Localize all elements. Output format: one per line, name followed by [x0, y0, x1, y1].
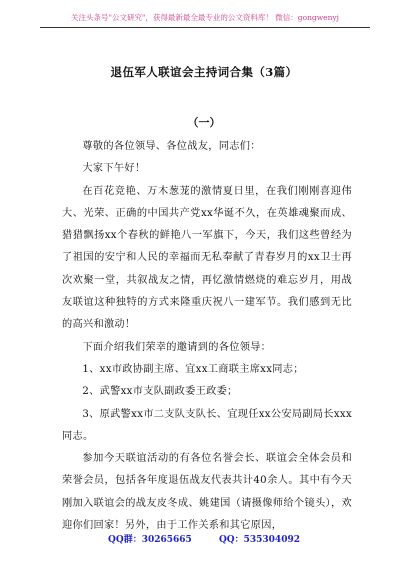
guest-list-item: 3、原武警xx市二支队支队长、宜现任xx公安局副局长xxx同志。 [62, 408, 352, 442]
header-banner: 关注头条号"公文研究"，获得最新最全最专业的公文资料库！ 微信：gongwenyj [40, 12, 370, 28]
qq-number: QQ：535304092 [218, 535, 300, 545]
guest-list-item: 2、武警xx市支队副政委王政委； [82, 386, 238, 398]
document-title: 退伍军人联谊会主持词合集（3篇） [110, 65, 298, 79]
salutation-paragraph: 尊敬的各位领导、各位战友，同志们： [82, 141, 261, 152]
qq-group-number: QQ群：30265665 [108, 535, 192, 545]
attendees-paragraph: 参加今天联谊活动的有各位名誉会长、联谊会全体会员和荣誉会员，包括各年度退伍战友代表共计40余人。其中有今天刚加入联谊会的战友皮冬成、姚建国（请摄像师给个镜头），欢迎你们回家！另外，由于工作关系和其它原因， [62, 453, 352, 532]
introduction-paragraph: 下面介绍我们荣幸的邀请到的各位领导： [82, 341, 272, 353]
opening-paragraph: 在百花竞艳、万木葱茏的激情夏日里，在我们刚刚喜迎伟大、光荣、正确的中国共产党xx华诞不久，在英雄魂聚而成、猎猎飘扬xx个春秋的鲜艳八一军旗下，今天，我们这些曾经为了祖国的安宁和人民的幸福而无私奉献了青春岁月的xx卫士再次欢聚一堂，共叙战友之情，再忆激情燃烧的难忘岁月，用战友联谊这种独特的方式来隆重庆祝八一建军节。我们感到无比的高兴和激动！ [62, 185, 352, 331]
footer-contacts [0, 532, 408, 545]
greeting-paragraph: 大家下午好！ [82, 163, 146, 175]
document-body [62, 136, 352, 537]
guest-list-item: 1、xx市政协副主席、宜xx工商联主席xx同志； [82, 363, 304, 375]
section-marker: （一） [187, 116, 221, 129]
